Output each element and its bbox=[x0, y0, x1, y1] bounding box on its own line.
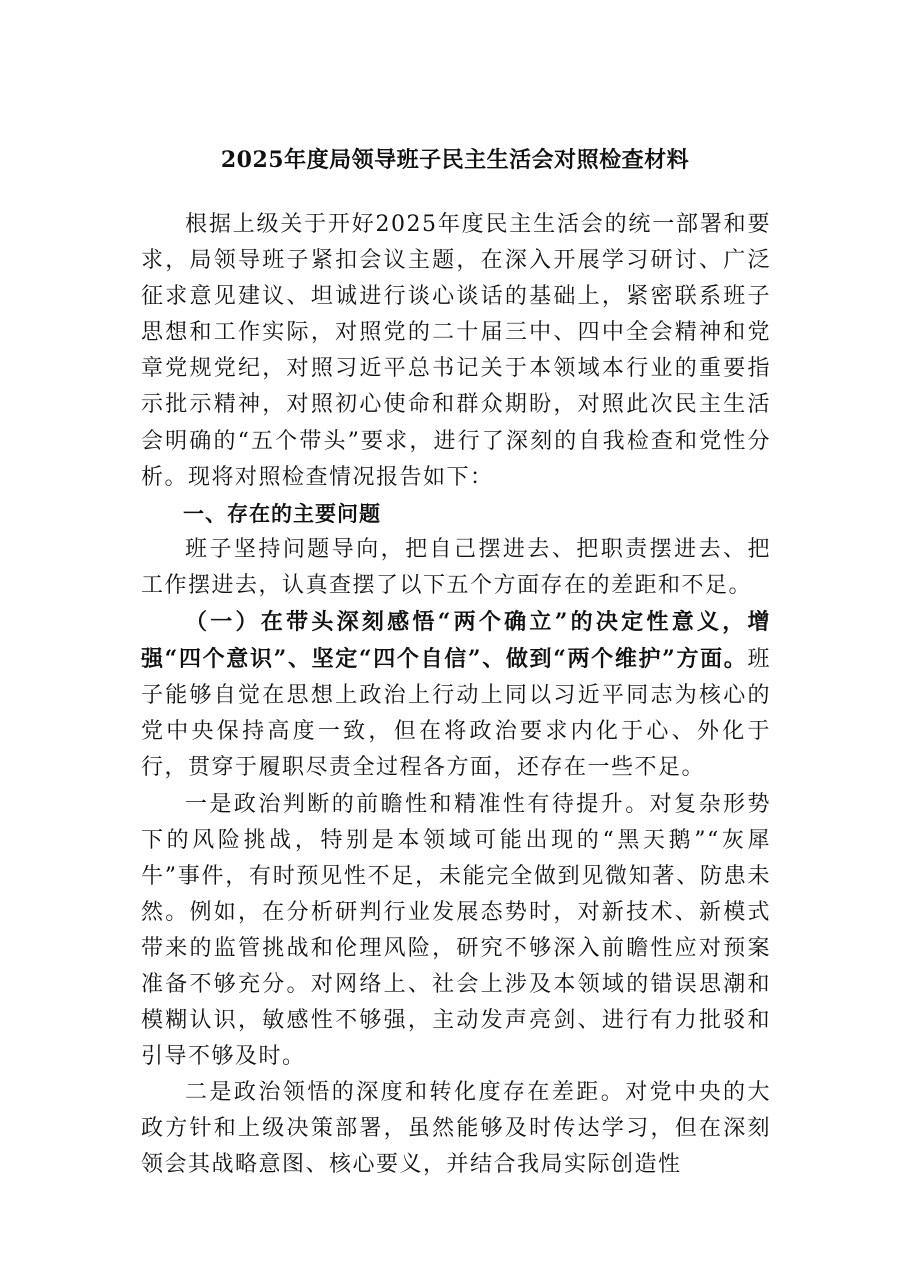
document-body bbox=[141, 207, 771, 1184]
document-title: 2025年度局领导班子民主生活会对照检查材料 bbox=[220, 147, 690, 173]
subsection-text-1: 班子能够自觉在思想上政治上行动上同以习近平同志为核心的党中央保持高度一致，但在将政治要求内化于心、外化于行，贯穿于履职尽责全过程各方面，还存在一些不足。 bbox=[141, 647, 771, 781]
intro-paragraph: 根据上级关于开好2025年度民主生活会的统一部署和要求，局领导班子紧扣会议主题，在深入开展学习研讨、广泛征求意见建议、坦诚进行谈心谈话的基础上，紧密联系班子思想和工作实际，对照党的二十届三中、四中全会精神和党章党规党纪，对照习近平总书记关于本领域本行业的重要指示批示精神，对照初心使命和群众期盼，对照此次民主生活会明确的“五个带头”要求，进行了深刻的自我检查和党性分析。现将对照检查情况报告如下： bbox=[141, 212, 771, 490]
section-intro-paragraph: 班子坚持问题导向，把自己摆进去、把职责摆进去、把工作摆进去，认真查摆了以下五个方面存在的差距和不足。 bbox=[141, 536, 771, 598]
subsection-paragraph-1 bbox=[141, 604, 771, 786]
subsection-heading-1: （一）在带头深刻感悟“两个确立”的决定性意义，增强“四个意识”、坚定“四个自信”、做到“两个维护”方面。 bbox=[141, 609, 771, 673]
section-heading-problems: 一、存在的主要问题 bbox=[183, 501, 381, 526]
point-paragraph-2: 二是政治领悟的深度和转化度存在差距。对党中央的大政方针和上级决策部署，虽然能够及时传达学习，但在深刻领会其战略意图、核心要义，并结合我局实际创造性 bbox=[141, 1080, 771, 1178]
point-paragraph-1: 一是政治判断的前瞻性和精准性有待提升。对复杂形势下的风险挑战，特别是本领域可能出现的“黑天鹅”“灰犀牛”事件，有时预见性不足，未能完全做到见微知著、防患未然。例如，在分析研判行业发展态势时，对新技术、新模式带来的监管挑战和伦理风险，研究不够深入前瞻性应对预案准备不够充分。对网络上、社会上涉及本领域的错误思潮和模糊认识，敏感性不够强，主动发声亮剑、进行有力批驳和引导不够及时。 bbox=[141, 791, 771, 1070]
